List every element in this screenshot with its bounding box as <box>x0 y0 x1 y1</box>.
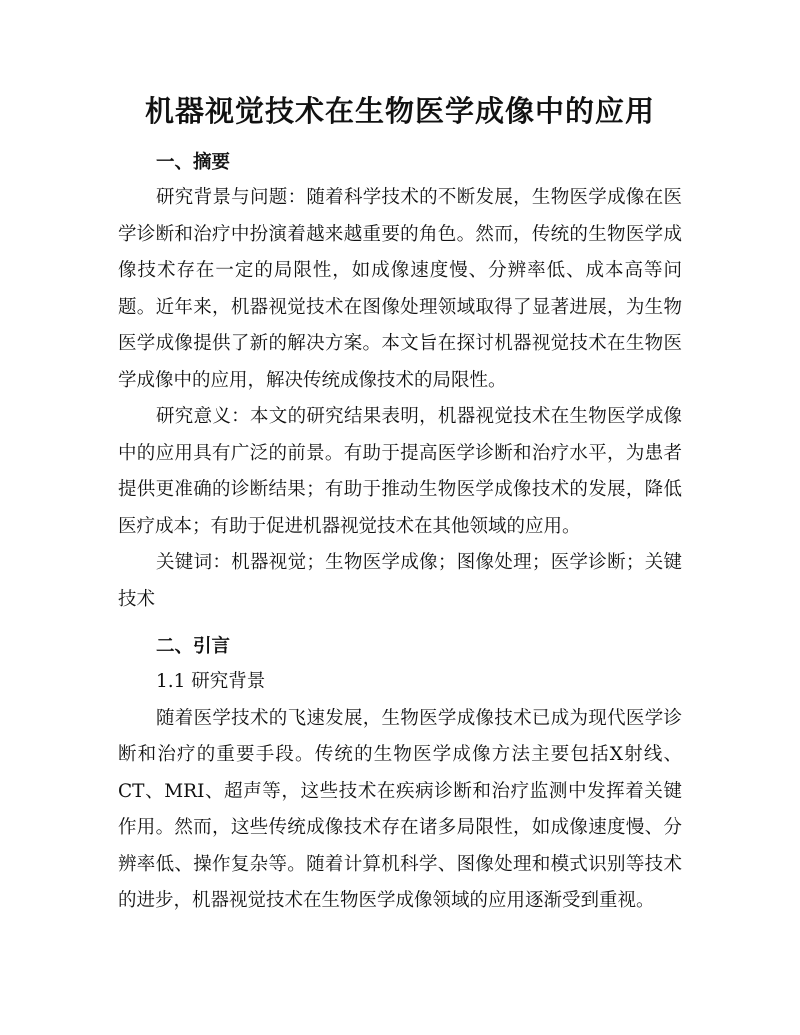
introduction-background-paragraph: 随着医学技术的飞速发展，生物医学成像技术已成为现代医学诊断和治疗的重要手段。传统的生物医学成像方法主要包括X射线、CT、MRI、超声等，这些技术在疾病诊断和治疗监测中发挥着关键作用。然而，这些传统成像技术存在诸多局限性，如成像速度慢、分辨率低、操作复杂等。随着计算机科学、图像处理和模式识别等技术的进步，机器视觉技术在生物医学成像领域的应用逐渐受到重视。 <box>118 707 682 911</box>
section-heading-introduction: 二、引言 <box>156 636 231 657</box>
abstract-background-paragraph: 研究背景与问题：随着科学技术的不断发展，生物医学成像在医学诊断和治疗中扮演着越来越重要的角色。然而，传统的生物医学成像技术存在一定的局限性，如成像速度慢、分辨率低、成本高等问题。近年来，机器视觉技术在图像处理领域取得了显著进展，为生物医学成像提供了新的解决方案。本文旨在探讨机器视觉技术在生物医学成像中的应用，解决传统成像技术的局限性。 <box>118 187 682 391</box>
keywords-paragraph: 关键词：机器视觉；生物医学成像；图像处理；医学诊断；关键技术 <box>118 552 682 610</box>
section-heading-abstract: 一、摘要 <box>156 152 231 173</box>
document-title: 机器视觉技术在生物医学成像中的应用 <box>144 94 655 128</box>
abstract-significance-paragraph: 研究意义：本文的研究结果表明，机器视觉技术在生物医学成像中的应用具有广泛的前景。有助于提高医学诊断和治疗水平，为患者提供更准确的诊断结果；有助于推动生物医学成像技术的发展，降低医疗成本；有助于促进机器视觉技术在其他领域的应用。 <box>118 406 682 537</box>
subsection-heading-background: 1.1 研究背景 <box>156 671 266 692</box>
